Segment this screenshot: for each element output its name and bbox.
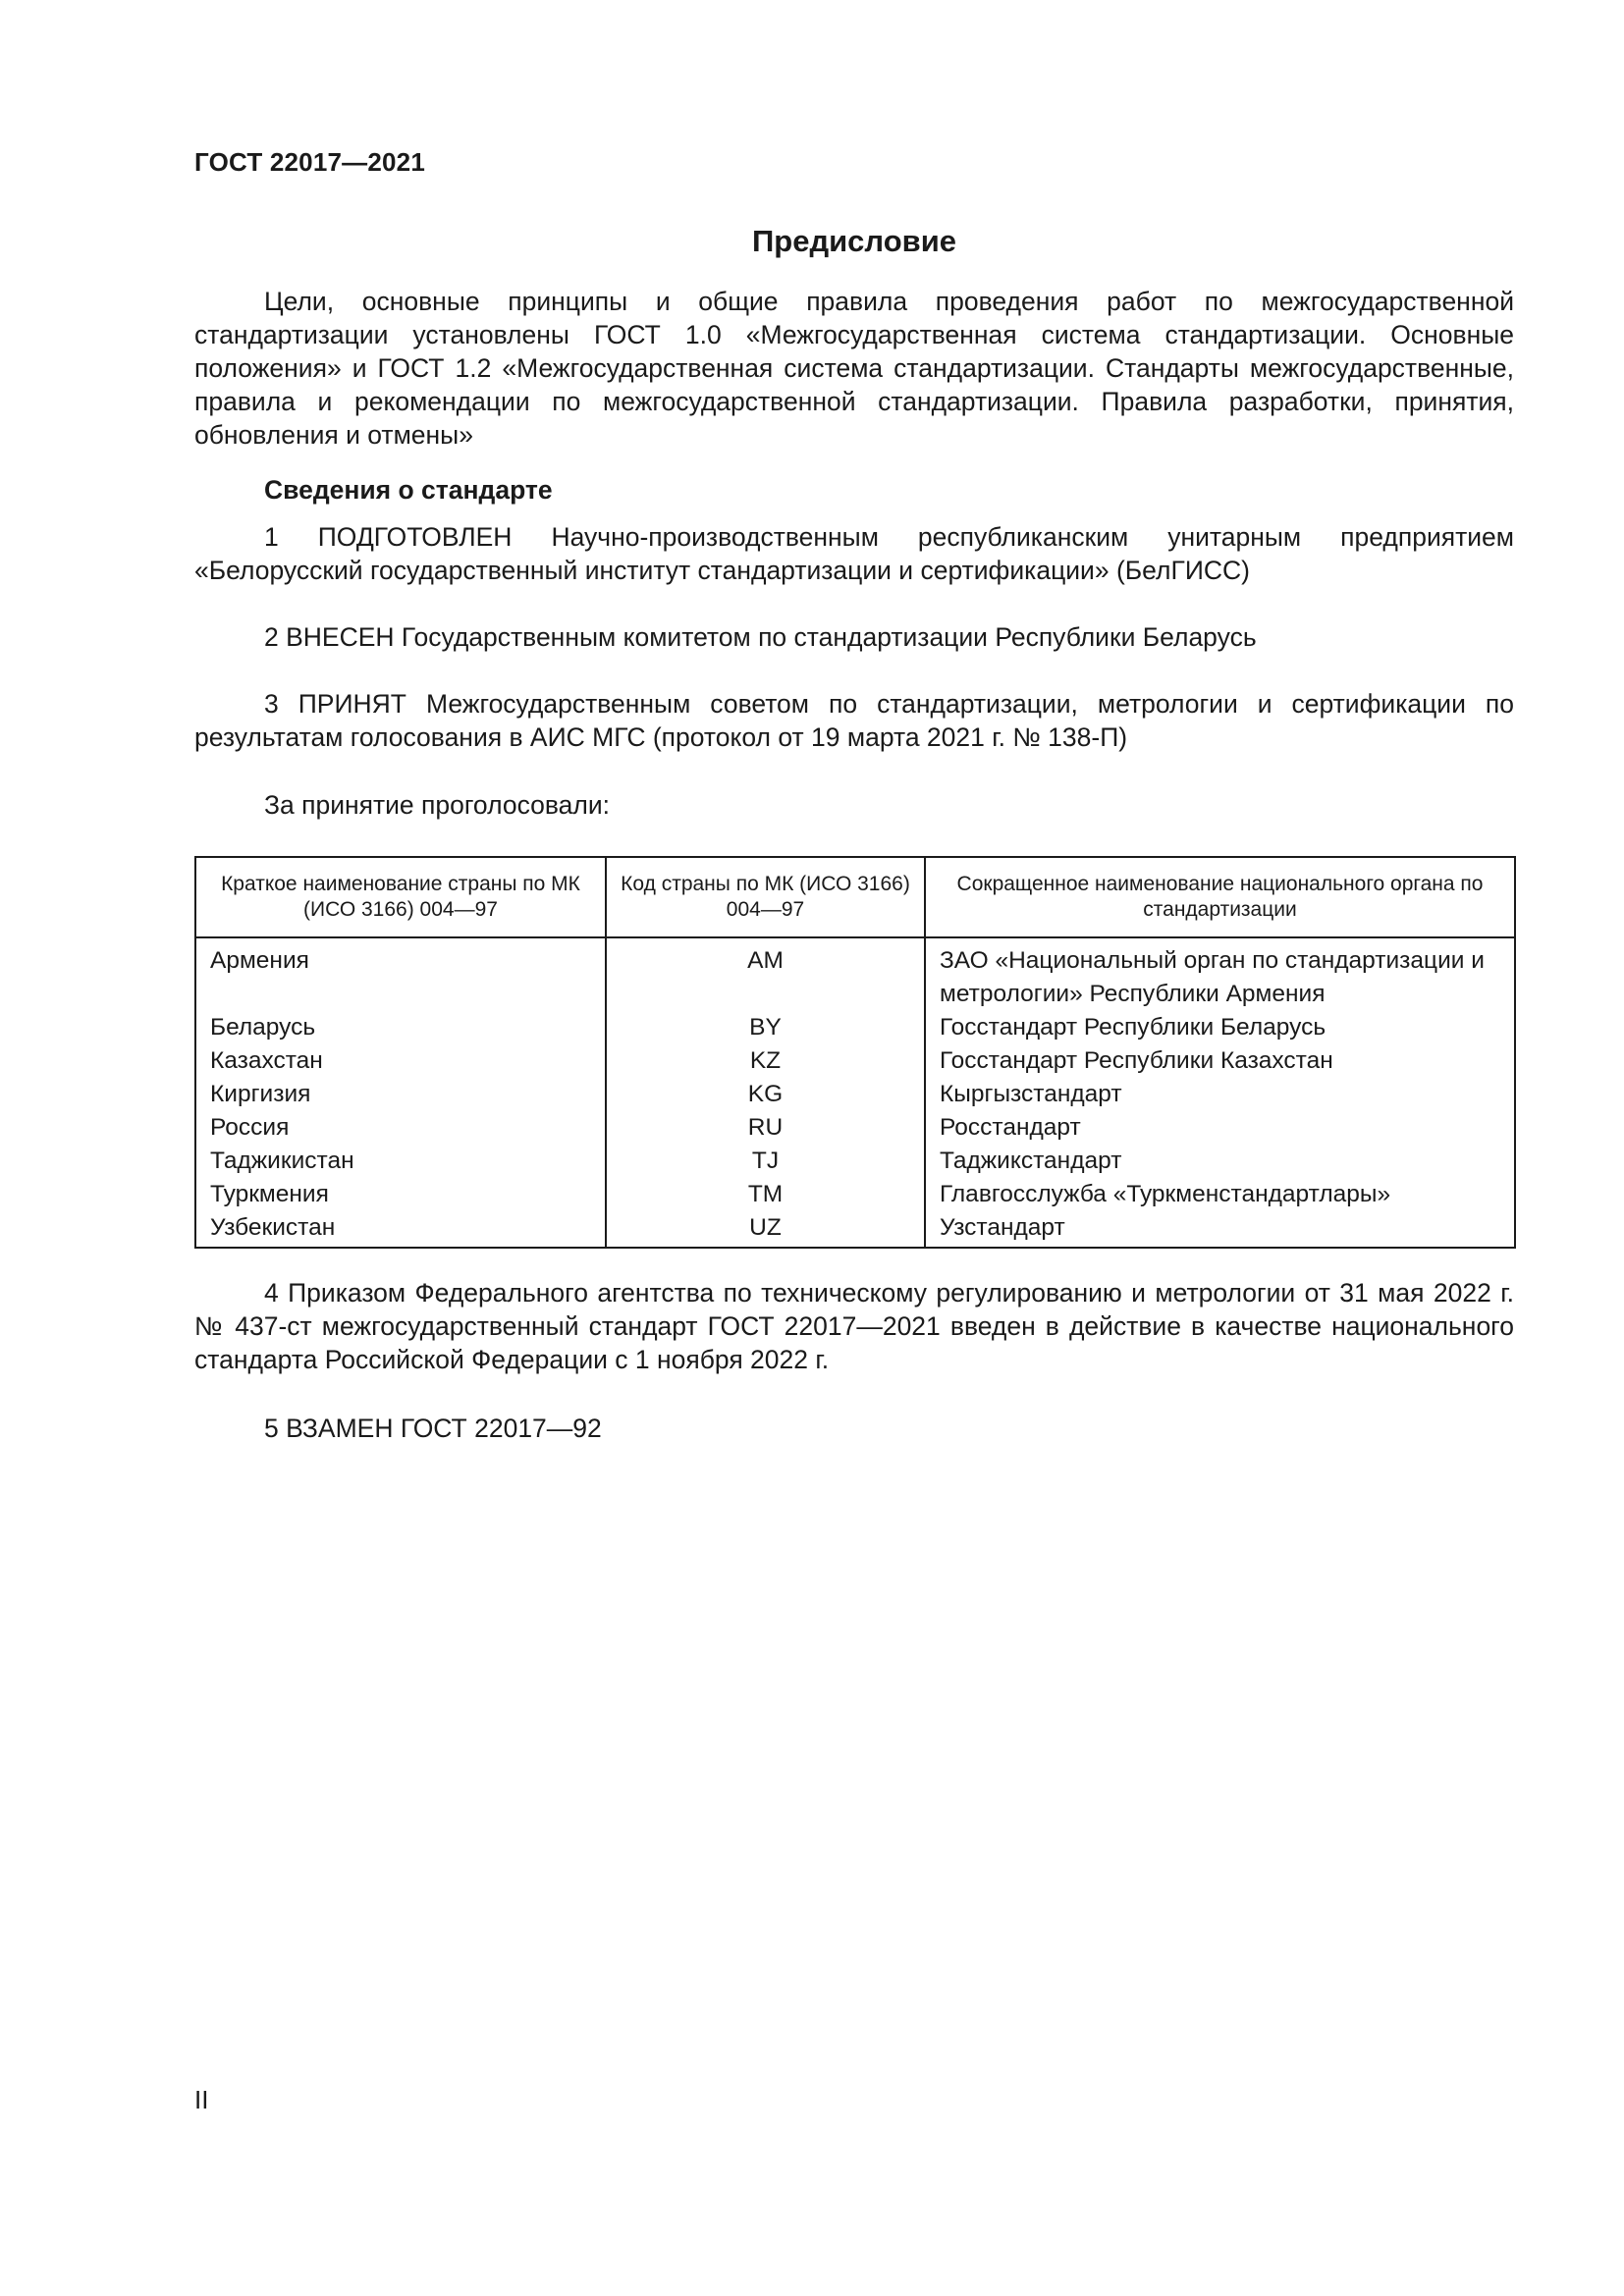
national-body: Госстандарт Республики Беларусь	[925, 1011, 1515, 1044]
item-replaces: 5 ВЗАМЕН ГОСТ 22017—92	[264, 1414, 602, 1443]
table-row	[195, 1211, 1515, 1248]
country-code: KZ	[606, 1044, 925, 1078]
country-code: KG	[606, 1078, 925, 1111]
country-code: TJ	[606, 1145, 925, 1178]
table-header-row	[195, 857, 1515, 937]
header-country-name: Краткое наименование страны по МК (ИСО 3166) 004—97	[195, 857, 606, 937]
country-name: Туркмения	[195, 1178, 606, 1211]
vote-intro: За принятие проголосовали:	[264, 790, 611, 820]
table-row	[195, 1111, 1515, 1145]
country-name: Киргизия	[195, 1078, 606, 1111]
table-row	[195, 1044, 1515, 1078]
item-submitted: 2 ВНЕСЕН Государственным комитетом по стандартизации Республики Беларусь	[264, 622, 1257, 652]
table-row	[195, 1011, 1515, 1044]
national-body: Главгосслужба «Туркменстандартлары»	[925, 1178, 1515, 1211]
page-title: Предисловие	[751, 224, 956, 258]
table-row	[195, 1078, 1515, 1111]
country-code: BY	[606, 1011, 925, 1044]
national-body: Кыргызстандарт	[925, 1078, 1515, 1111]
header-national-body: Сокращенное наименование национального органа по стандартизации	[925, 857, 1515, 937]
country-name: Армения	[195, 937, 606, 1011]
country-code: TM	[606, 1178, 925, 1211]
table-row	[195, 1178, 1515, 1211]
page-number: II	[194, 2085, 209, 2114]
national-body: Госстандарт Республики Казахстан	[925, 1044, 1515, 1078]
country-name: Узбекистан	[195, 1211, 606, 1248]
country-name: Таджикистан	[195, 1145, 606, 1178]
country-code: RU	[606, 1111, 925, 1145]
table-row	[195, 937, 1515, 1011]
country-code: UZ	[606, 1211, 925, 1248]
national-body: Узстандарт	[925, 1211, 1515, 1248]
item-adopted: 3 ПРИНЯТ Межгосударственным советом по стандартизации, метрологии и сертификации по результатам голосования в АИС МГС (протокол от 19 марта 2021 г. № 138-П)	[194, 689, 1514, 752]
country-name: Россия	[195, 1111, 606, 1145]
national-body: ЗАО «Национальный орган по стандартизации и метрологии» Республики Армения	[925, 937, 1515, 1011]
header-country-code: Код страны по МК (ИСО 3166) 004—97	[606, 857, 925, 937]
item-enacted: 4 Приказом Федерального агентства по техническому регулированию и метрологии от 31 мая 2022 г. № 437-ст межгосударственный стандарт ГОСТ 22017—2021 введен в действие в качестве национального стандарта Российской Федерации с 1 ноября 2022 г.	[194, 1278, 1514, 1374]
document-code: ГОСТ 22017—2021	[194, 147, 425, 177]
country-code: AM	[606, 937, 925, 1011]
country-name: Беларусь	[195, 1011, 606, 1044]
country-name: Казахстан	[195, 1044, 606, 1078]
section-heading: Сведения о стандарте	[264, 475, 553, 505]
national-body: Росстандарт	[925, 1111, 1515, 1145]
item-prepared: 1 ПОДГОТОВЛЕН Научно-производственным республиканским унитарным предприятием «Белорусский государственный институт стандартизации и сертификации» (БелГИСС)	[194, 522, 1514, 585]
table-row	[195, 1145, 1515, 1178]
national-body: Таджикстандарт	[925, 1145, 1515, 1178]
voting-table	[194, 856, 1516, 1249]
intro-paragraph: Цели, основные принципы и общие правила проведения работ по межгосударственной стандартизации установлены ГОСТ 1.0 «Межгосударственная система стандартизации. Основные положения» и ГОСТ 1.2 «Межгосударственная система стандартизации. Стандарты межгосударственные, правила и рекомендации по межгосударственной стандартизации. Правила разработки, принятия, обновления и отмены»	[194, 287, 1514, 450]
